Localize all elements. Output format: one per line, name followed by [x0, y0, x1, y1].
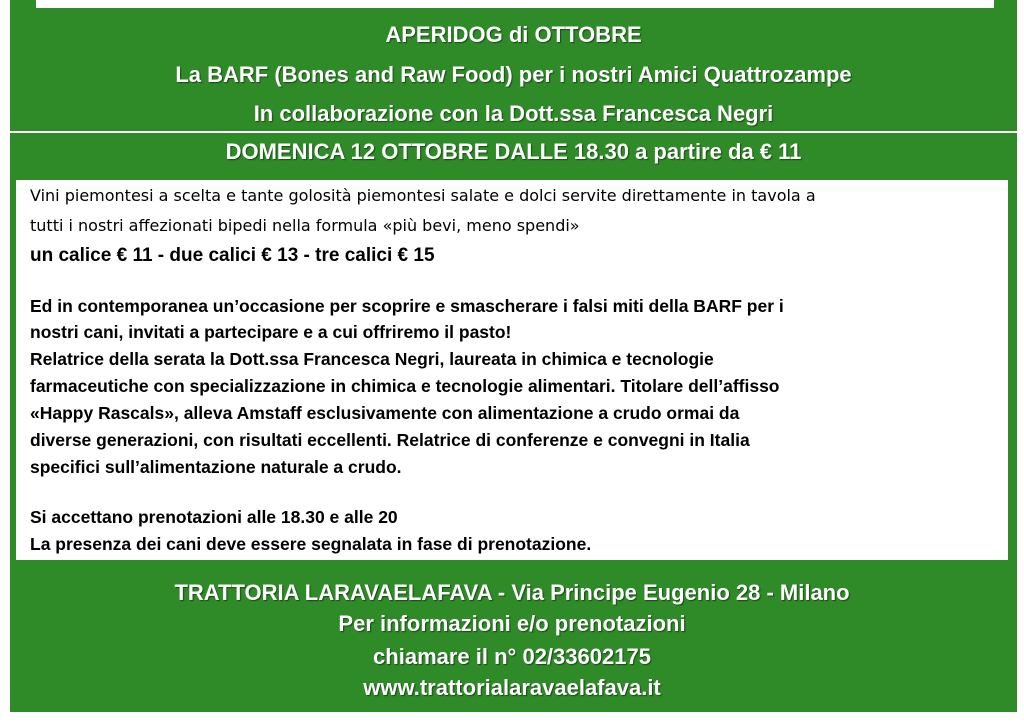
event-subtitle: La BARF (Bones and Raw Food) per i nostri Amici Quattrozampe: [175, 62, 852, 87]
phone-line: chiamare il n° 02/33602175: [373, 644, 651, 669]
intro-line-2: tutti i nostri affezionati bipedi nella formula «più bevi, meno spendi»: [30, 216, 580, 235]
description-line-1: Ed in contemporanea un’occasione per scoprire e smascherare i falsi miti della BARF per i: [30, 296, 784, 316]
description-line-7: specifici sull’alimentazione naturale a crudo.: [30, 457, 402, 477]
website-link[interactable]: www.trattorialaravaelafava.it: [363, 675, 661, 700]
event-title: APERIDOG di OTTOBRE: [385, 22, 642, 47]
description-line-3: Relatrice della serata la Dott.ssa Francesca Negri, laureata in chimica e tecnologie: [30, 349, 714, 369]
event-date-line: DOMENICA 12 OTTOBRE DALLE 18.30 a partire da € 11: [225, 139, 802, 164]
description-line-4: farmaceutiche con specializzazione in chimica e tecnologie alimentari. Titolare dell’affisso: [30, 376, 780, 396]
price-list: un calice € 11 - due calici € 13 - tre calici € 15: [30, 245, 435, 266]
description-line-2: nostri cani, invitati a partecipare e a cui offriremo il pasto!: [30, 322, 512, 342]
intro-line-1: Vini piemontesi a scelta e tante golosità piemontesi salate e dolci servite direttamente in tavola a: [30, 186, 816, 205]
restaurant-address: TRATTORIA LARAVAELAFAVA - Via Principe Eugenio 28 - Milano: [174, 580, 850, 605]
info-line: Per informazioni e/o prenotazioni: [338, 611, 686, 636]
top-white-strip: [36, 0, 994, 8]
header-divider: [10, 131, 1017, 133]
description-line-6: diverse generazioni, con risultati eccellenti. Relatrice di conferenze e convegni in Italia: [30, 430, 750, 450]
booking-line-1: Si accettano prenotazioni alle 18.30 e alle 20: [30, 507, 398, 527]
description-line-5: «Happy Rascals», alleva Amstaff esclusivamente con alimentazione a crudo ormai da: [30, 403, 740, 423]
booking-line-2: La presenza dei cani deve essere segnalata in fase di prenotazione.: [30, 534, 592, 554]
content-box: [16, 180, 1008, 560]
collaboration-line: In collaborazione con la Dott.ssa Francesca Negri: [253, 101, 774, 126]
